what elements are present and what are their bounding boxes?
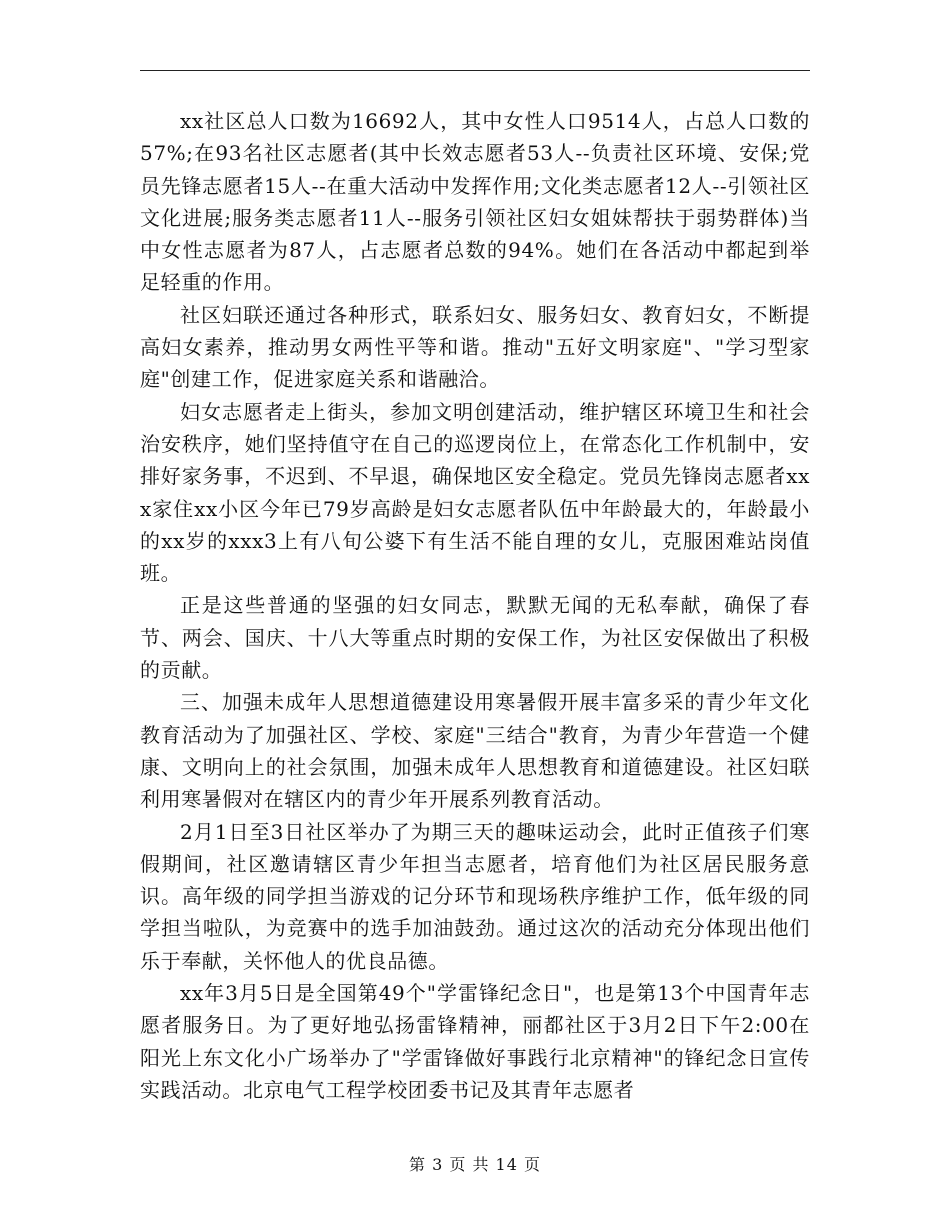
document-body bbox=[140, 105, 810, 1106]
page-footer bbox=[0, 1152, 950, 1175]
header-rule bbox=[140, 70, 810, 71]
paragraph-2: 社区妇联还通过各种形式，联系妇女、服务妇女、教育妇女，不断提高妇女素养，推动男女两性平等和谐。推动"五好文明家庭"、"学习型家庭"创建工作，促进家庭关系和谐融洽。 bbox=[140, 302, 810, 392]
page-number: 第 3 页 共 14 页 bbox=[409, 1155, 541, 1174]
paragraph-5: 三、加强未成年人思想道德建设用寒暑假开展丰富多采的青少年文化教育活动为了加强社区、学校、家庭"三结合"教育，为青少年营造一个健康、文明向上的社会氛围，加强未成年人思想教育和道德建设。社区妇联利用寒暑假对在辖区内的青少年开展系列教育活动。 bbox=[140, 690, 810, 812]
paragraph-4: 正是这些普通的坚强的妇女同志，默默无闻的无私奉献，确保了春节、两会、国庆、十八大等重点时期的安保工作，为社区安保做出了积极的贡献。 bbox=[140, 593, 810, 683]
paragraph-7: xx年3月5日是全国第49个"学雷锋纪念日"，也是第13个中国青年志愿者服务日。为了更好地弘扬雷锋精神，丽都社区于3月2日下午2:00在阳光上东文化小广场举办了"学雷锋做好事践行北京精神"的锋纪念日宣传实践活动。北京电气工程学校团委书记及其青年志愿者 bbox=[140, 981, 810, 1102]
paragraph-3: 妇女志愿者走上街头，参加文明创建活动，维护辖区环境卫生和社会治安秩序，她们坚持值守在自己的巡逻岗位上，在常态化工作机制中，安排好家务事，不迟到、不早退，确保地区安全稳定。党员先锋岗志愿者xxx家住xx小区今年已79岁高龄是妇女志愿者队伍中年龄最大的，年龄最小的xx岁的xxx3上有八旬公婆下有生活不能自理的女儿，克服困难站岗值班。 bbox=[140, 399, 810, 586]
paragraph-1: xx社区总人口数为16692人，其中女性人口9514人，占总人口数的57%;在93名社区志愿者(其中长效志愿者53人--负责社区环境、安保;党员先锋志愿者15人--在重大活动中发挥作用;文化类志愿者12人--引领社区文化进展;服务类志愿者11人--服务引领社区妇女姐妹帮扶于弱势群体)当中女性志愿者为87人，占志愿者总数的94%。她们在各活动中都起到举足轻重的作用。 bbox=[140, 109, 810, 295]
paragraph-6: 2月1日至3日社区举办了为期三天的趣味运动会，此时正值孩子们寒假期间，社区邀请辖区青少年担当志愿者，培育他们为社区居民服务意识。高年级的同学担当游戏的记分环节和现场秩序维护工作，低年级的同学担当啦队，为竞赛中的选手加油鼓劲。通过这次的活动充分体现出他们乐于奉献，关怀他人的优良品德。 bbox=[140, 819, 810, 973]
